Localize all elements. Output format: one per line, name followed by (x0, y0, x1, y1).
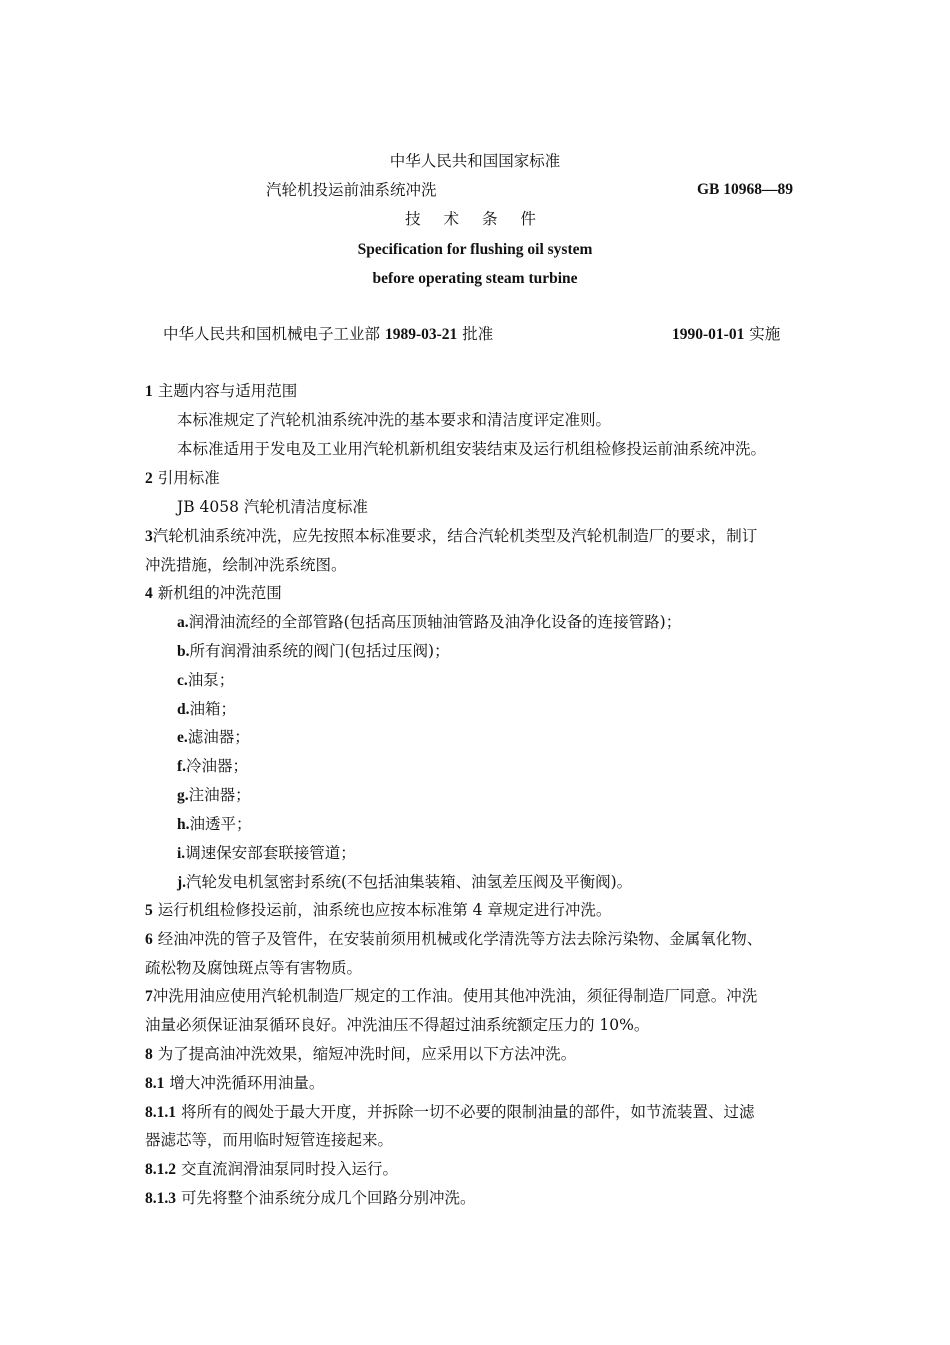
item-text: 调速保安部套联接管道； (185, 844, 356, 862)
section-number: 1 (145, 383, 153, 400)
section-6-line-2: 疏松物及腐蚀斑点等有害物质。 (145, 959, 363, 977)
section-text: 为了提高油冲洗效果，缩短冲洗时间，应采用以下方法冲洗。 (157, 1045, 577, 1063)
list-item-b (177, 641, 450, 662)
section-number: 4 (145, 585, 153, 602)
item-text: 注油器； (188, 786, 251, 804)
item-text: 冷油器； (186, 757, 249, 775)
item-label: i. (177, 845, 186, 862)
section-3-line-1 (145, 526, 757, 547)
list-item-e (177, 727, 250, 748)
list-item-g (177, 785, 251, 806)
list-item-f (177, 756, 248, 777)
section-text: 可先将整个油系统分成几个回路分别冲洗。 (180, 1189, 476, 1207)
section-8-1-1-line-2: 器滤芯等，而用临时短管连接起来。 (145, 1131, 394, 1149)
item-text: 油箱； (189, 700, 237, 718)
item-text: 汽轮发电机氢密封系统(不包括油集装箱、油氢差压阀及平衡阀)。 (186, 873, 633, 891)
item-label: h. (177, 816, 190, 833)
section-text: 增大冲洗循环用油量。 (169, 1074, 325, 1092)
section-number: 8.1.1 (145, 1104, 176, 1121)
section-1-para-1: 本标准规定了汽轮机油系统冲洗的基本要求和清洁度评定准则。 (177, 411, 612, 429)
item-label: e. (177, 729, 188, 746)
section-text: 将所有的阀处于最大开度，并拆除一切不必要的限制油量的部件，如节流装置、过滤 (180, 1103, 755, 1121)
item-text: 所有润滑油系统的阀门(包括过压阀)； (189, 642, 450, 660)
item-text: 油透平； (189, 815, 252, 833)
section-3-line-2: 冲洗措施，绘制冲洗系统图。 (145, 556, 347, 574)
title-en-line-1: Specification for flushing oil system (357, 241, 593, 258)
list-item-h (177, 814, 252, 835)
effective-line (672, 324, 780, 345)
section-title: 引用标准 (157, 469, 220, 487)
effective-date: 1990-01-01 (672, 326, 745, 343)
list-item-c (177, 670, 234, 691)
list-item-j (177, 872, 632, 893)
section-text: 汽轮机油系统冲洗，应先按照本标准要求，结合汽轮机类型及汽轮机制造厂的要求，制订 (152, 527, 758, 545)
section-7-line-1 (145, 986, 757, 1007)
section-number: 6 (145, 931, 153, 948)
section-2-heading (145, 468, 220, 489)
section-4-heading (145, 583, 282, 604)
section-8 (145, 1044, 576, 1065)
section-1-para-2: 本标准适用于发电及工业用汽轮机新机组安装结束及运行机组检修投运前油系统冲洗。 (177, 440, 767, 458)
item-label: b. (177, 643, 190, 660)
section-number: 8.1 (145, 1075, 165, 1092)
item-label: f. (177, 758, 187, 775)
section-text: 运行机组检修投运前，油系统也应按本标准第 4 章规定进行冲洗。 (157, 901, 612, 919)
section-8-1-1-line-1 (145, 1102, 754, 1123)
approval-line (163, 324, 493, 345)
item-label: a. (177, 614, 189, 631)
item-text: 滤油器； (187, 728, 250, 746)
list-item-d (177, 699, 236, 720)
section-6-line-1 (145, 929, 762, 950)
approval-suffix: 批准 (462, 325, 494, 343)
section-text: 交直流润滑油泵同时投入运行。 (180, 1160, 398, 1178)
title-cn-line-2: 技 术 条 件 (405, 210, 545, 228)
section-8-1-2 (145, 1159, 398, 1180)
item-label: g. (177, 787, 189, 804)
section-number: 8 (145, 1046, 153, 1063)
section-number: 8.1.3 (145, 1190, 176, 1207)
section-text: 冲洗用油应使用汽轮机制造厂规定的工作油。使用其他冲洗油，须征得制造厂同意。冲洗 (152, 987, 758, 1005)
item-text: 润滑油流经的全部管路(包括高压顶轴油管路及油净化设备的连接管路)； (188, 613, 682, 631)
section-8-1 (145, 1073, 324, 1094)
item-text: 油泵； (187, 671, 235, 689)
section-number: 8.1.2 (145, 1161, 176, 1178)
section-8-1-3 (145, 1188, 475, 1209)
issuer: 中华人民共和国机械电子工业部 (163, 325, 381, 343)
section-7-line-2: 油量必须保证油泵循环良好。冲洗油压不得超过油系统额定压力的 10%。 (145, 1016, 650, 1034)
list-item-i (177, 843, 356, 864)
section-5 (145, 900, 611, 921)
title-cn-line-1: 汽轮机投运前油系统冲洗 (266, 181, 437, 199)
title-en-line-2: before operating steam turbine (372, 270, 578, 287)
effective-suffix: 实施 (749, 325, 781, 343)
item-label: j. (177, 874, 187, 891)
section-1-heading (145, 381, 297, 402)
section-title: 新机组的冲洗范围 (157, 584, 282, 602)
section-number: 5 (145, 902, 153, 919)
approval-date: 1989-03-21 (384, 326, 458, 343)
section-number: 2 (145, 470, 153, 487)
national-standard-label: 中华人民共和国国家标准 (389, 152, 561, 170)
section-number: 3 (145, 528, 153, 545)
standard-code: GB 10968—89 (697, 181, 794, 198)
section-text: 经油冲洗的管子及管件，在安装前须用机械或化学清洗等方法去除污染物、金属氧化物、 (157, 930, 763, 948)
item-label: d. (177, 701, 190, 718)
section-number: 7 (145, 988, 153, 1005)
section-title: 主题内容与适用范围 (157, 382, 298, 400)
section-2-reference: JB 4058 汽轮机清洁度标准 (177, 498, 368, 516)
item-label: c. (177, 672, 188, 689)
list-item-a (177, 612, 681, 633)
